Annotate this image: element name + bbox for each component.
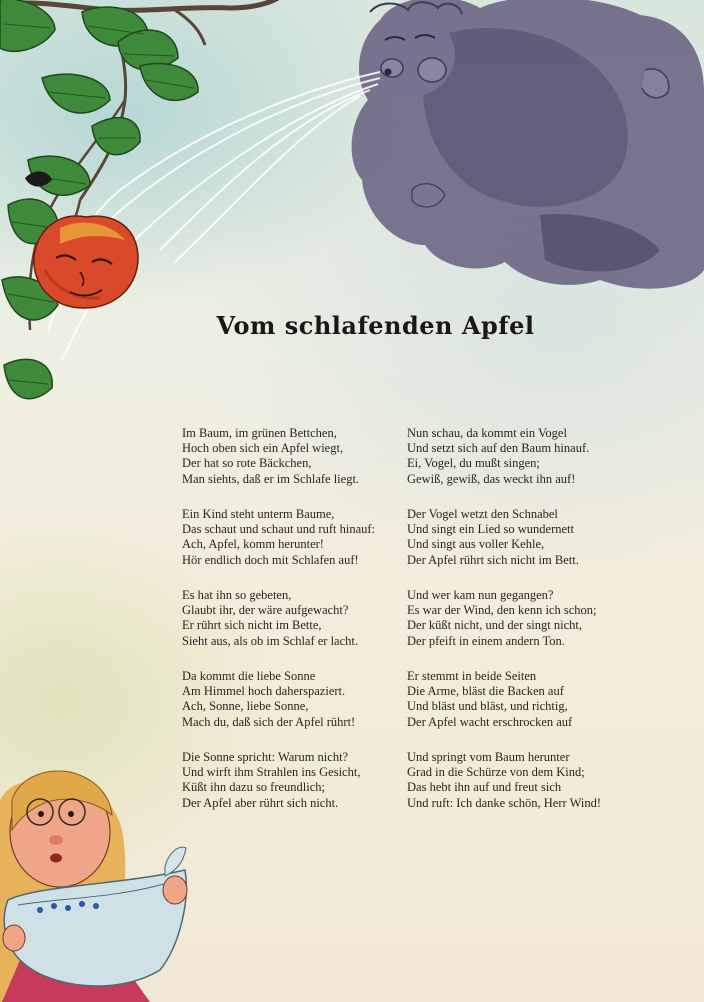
poem-line: Der pfeift in einem andern Ton. <box>407 633 565 648</box>
poem-line: Er stemmt in beide Seiten <box>407 669 537 683</box>
poem-line: Er rührt sich nicht im Bette, <box>182 618 322 633</box>
stanza <box>407 426 637 487</box>
stanza <box>407 750 637 811</box>
poem-line: Und springt vom Baum herunter <box>407 750 570 764</box>
apple-illustration <box>34 216 138 308</box>
poem-line: Und wirft ihm Strahlen ins Gesicht, <box>182 765 361 780</box>
stanza <box>182 588 402 649</box>
poem-line: Der Apfel rührt sich nicht im Bett. <box>407 552 579 567</box>
poem-line: Es hat ihn so gebeten, <box>182 588 292 602</box>
poem-line: Das schaut und schaut und ruft hinauf: <box>182 522 376 537</box>
poem-line: Glaubt ihr, der wäre aufgewacht? <box>182 603 349 618</box>
poem-line: Ei, Vogel, du mußt singen; <box>407 456 540 471</box>
poem-line: Hoch oben sich ein Apfel wiegt, <box>182 441 344 456</box>
poem-line: Der küßt nicht, und der singt nicht, <box>407 618 582 633</box>
poem-line: Und ruft: Ich danke schön, Herr Wind! <box>407 795 602 810</box>
poem-line: Und wer kam nun gegangen? <box>407 588 554 602</box>
wind-cloud-illustration <box>352 0 704 289</box>
poem-line: Ein Kind steht unterm Baume, <box>182 507 335 521</box>
poem-line: Der Vogel wetzt den Schnabel <box>407 507 558 521</box>
poem-line: Nun schau, da kommt ein Vogel <box>407 426 567 440</box>
poem-line: Und singt aus voller Kehle, <box>407 537 545 552</box>
girl-illustration <box>0 771 187 1002</box>
stanza <box>407 507 637 568</box>
stanza <box>182 669 402 730</box>
poem-line: Da kommt die liebe Sonne <box>182 669 316 683</box>
poem-line: Das hebt ihn auf und freut sich <box>407 780 562 795</box>
stanza <box>182 426 402 487</box>
poem-line: Und singt ein Lied so wundernett <box>407 522 574 537</box>
stanza <box>407 588 637 649</box>
poem-line: Ach, Sonne, liebe Sonne, <box>182 699 309 714</box>
poem-line: Im Baum, im grünen Bettchen, <box>182 426 337 440</box>
poem-line: Und bläst und bläst, und richtig, <box>407 699 568 714</box>
poem-line: Die Arme, bläst die Backen auf <box>407 684 564 699</box>
poem-title: Vom schlafenden Apfel <box>216 311 535 340</box>
poem-line: Hör endlich doch mit Schlafen auf! <box>182 552 359 567</box>
poem-line: Der hat so rote Bäckchen, <box>182 456 312 471</box>
poem-line: Küßt ihn dazu so freundlich; <box>182 780 326 795</box>
poem-column-left <box>182 426 402 831</box>
poem-line: Der Apfel wacht erschrocken auf <box>407 714 573 729</box>
poem-line: Grad in die Schürze von dem Kind; <box>407 765 585 780</box>
poem-line: Sieht aus, als ob im Schlaf er lacht. <box>182 633 359 648</box>
stanza <box>182 750 402 811</box>
poem-column-right <box>407 426 637 831</box>
poem-line: Man siehts, daß er im Schlafe liegt. <box>182 471 360 486</box>
poem-line: Gewiß, gewiß, das weckt ihn auf! <box>407 471 576 486</box>
poem-line: Und setzt sich auf den Baum hinauf. <box>407 441 590 456</box>
poem-line: Der Apfel aber rührt sich nicht. <box>182 795 339 810</box>
poem-line: Die Sonne spricht: Warum nicht? <box>182 750 349 764</box>
stanza <box>407 669 637 730</box>
poem-line: Es war der Wind, den kenn ich schon; <box>407 603 597 618</box>
poem-line: Mach du, daß sich der Apfel rührt! <box>182 714 356 729</box>
stanza <box>182 507 402 568</box>
poem-line: Ach, Apfel, komm herunter! <box>182 537 324 552</box>
poem-line: Am Himmel hoch daherspaziert. <box>182 684 346 699</box>
